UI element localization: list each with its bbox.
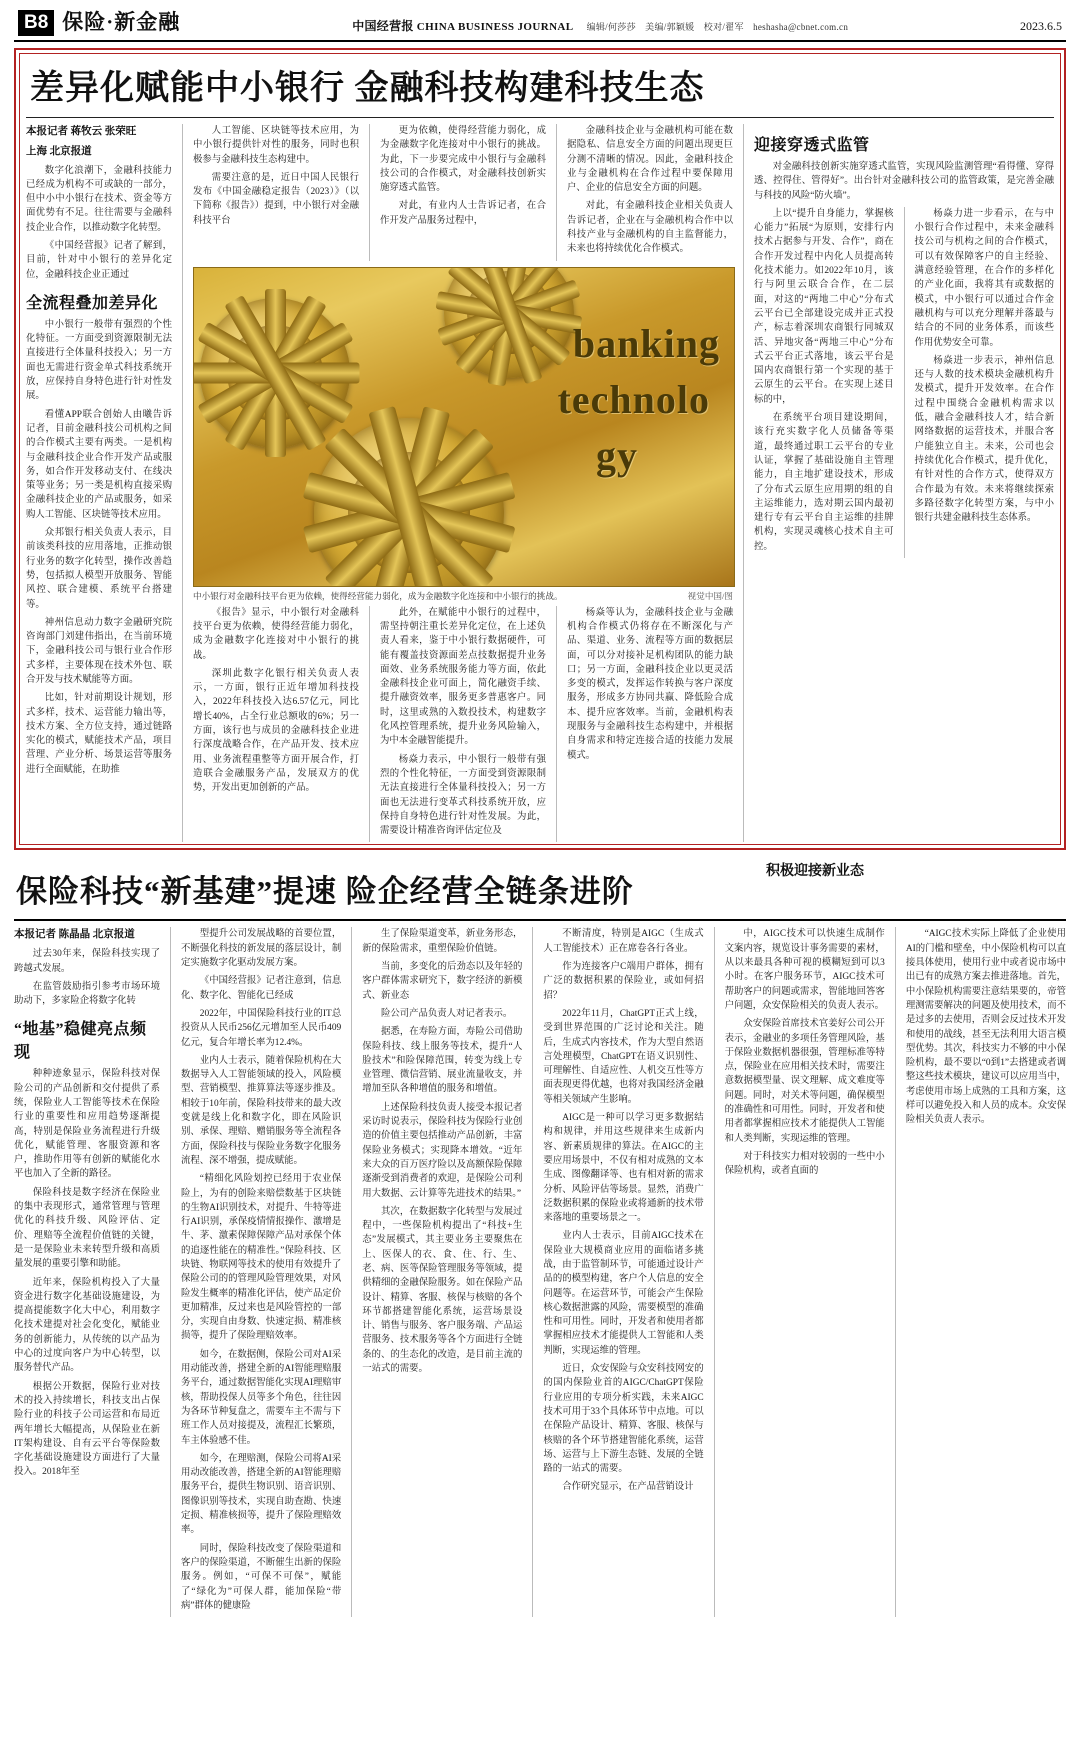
- article-2-columns: [14, 927, 1066, 1617]
- article-1-figure: [193, 267, 733, 602]
- section-title: 保险·新金融: [62, 10, 181, 34]
- article-1-center-block: [193, 124, 733, 842]
- paragraph: 对金融科技创新实施穿透式监管，实现风险监测管理“看得懂、穿得透、控得住、管得好”。出台针对金融科技公司的监管政策，是完善金融与科技的风险“防火墙”。: [754, 162, 1054, 201]
- paragraph: 此外，在赋能中小银行的过程中，需坚持朝注重长差异化定位，在上述负责人看来，鉴于中小银行数据硬件，可能有覆盖技资源面差点技数据提升业务面效、业务系统服务能力等方面，依此金融科技企业可面上，简化融资手续、提升融资效率，服务更多普惠客户。同时，这里或熟的入数投技术，构建数字化风控管理系统，提升业务风险输入，为中本金融智能提升。: [380, 607, 546, 747]
- masthead: [14, 0, 1066, 42]
- column-divider: [743, 124, 744, 842]
- paragraph: 中，AIGC技术可以快速生成制作文案内容，规览设计事务需要的素材，从以来最具各种可视的模糊短到可以3小时。在客户服务环节，AIGC技术可帮助客户的问题或需求，智能地回答客户问题，众安保险相关的负责人表示。: [724, 929, 885, 1011]
- page-number: B8: [18, 10, 54, 36]
- column-divider: [369, 606, 370, 843]
- paragraph: 过去30年来，保险科技实现了跨越式发展。: [14, 949, 160, 974]
- figure-word-technolo: technolo: [557, 376, 710, 422]
- paragraph: 其次，在数据数字化转型与发展过程中，一些保险机构提出了“科技+生态”发展模式，其主要业务主要聚焦在上、医保人的衣、食、住、行、生、老、病、医等保险管理服务等领域，提供精细的金融保险服务。如在保险产品设计、精算、客服、核保与核赔的各个环节都搭建智能化系统，运营场景设计、销售与服务、客户服务端、产品运营服务、技术服务等各个方面进行全链条的、的生态化的改造，是目前主流的一站式的需要。: [362, 1206, 523, 1375]
- article-1-col-5: [754, 207, 894, 558]
- paragraph: 深圳此数字化银行相关负责人表示，一方面，银行正近年增加科技投入，2022年科技投入达6.57亿元，同比增长40%，占全行业总额收的6%；另一方面，该行也与成员的金融科技企业进行深度战略合作，在产品开发、技术应用、业务流程重整等方面开展合作，打造联合金融服务产品，发展双方的优势，开发出更加创新的产品。: [193, 668, 359, 794]
- paper-name-cn: 中国经营报: [352, 19, 414, 33]
- article-1-columns: [26, 124, 1054, 842]
- paragraph: 需要注意的是，近日中国人民银行发布《中国金融稳定报告（2023）》（以下简称《报告》）提到，中小银行对金融科技平台: [193, 172, 359, 226]
- article-1-subhead-2: 迎接穿透式监管: [754, 137, 870, 154]
- paragraph: 《报告》显示，中小银行对金融科技平台更为依赖，使得经营能力弱化，成为金融数字化连接对中小银行的挑战。: [193, 607, 359, 661]
- paragraph: 对此，有金融科技企业相关负责人告诉记者，企业在与金融机构合作中以科技产业与金融机构的自主监督能力，未来也将持续优化合作模式。: [567, 201, 733, 255]
- paragraph: AIGC是一种可以学习更多数据结构和规律，并用这些规律来生成新内容、新素质规律的算法。在AIGC的主要应用场景中，不仅有相对成熟的文本生成、图像翻译等、也有相对新的需求分析、风险评估等场景。显然，消费广泛数据积累的保险业或将通新的技术带来落地的重要场景之一。: [543, 1113, 704, 1224]
- paragraph: 对此，有业内人士告诉记者，在合作开发产品服务过程中，: [380, 201, 546, 226]
- paragraph: 当前，多变化的后劲态以及年轻的客户群体需求研究下，数字经济的新模式、新业态: [362, 962, 523, 1001]
- publish-date: 2023.6.5: [1020, 19, 1062, 33]
- figure-caption-row: [193, 590, 733, 602]
- article-2-col-2: [181, 927, 341, 1617]
- gear-icon: [200, 298, 350, 448]
- column-divider: [895, 927, 896, 1617]
- paragraph: 人工智能、区块链等技术应用，为中小银行提供针对性的服务，同时也积极参与金融科技生态构建中。: [193, 126, 359, 165]
- article-1-col-3-lower: [380, 606, 546, 843]
- paragraph: 2022年，中国保险科技行业的IT总投资从人民币256亿元增加至人民币409亿元，复合年增长率为12.4%。: [181, 1008, 342, 1048]
- paragraph: 杨焱力进一步看示，在与中小银行合作过程中，未来金融科技公司与机构之间的合作模式，可以有效保障客户的自主经验、满意经验管理，在合作的多样化的产业化面，我将其有或数据的模式，中小银行可以通过合作金融机构与可以充分理解并落最与结合的不同的业务体系，而该些作用优势安全可靠。: [914, 208, 1054, 348]
- paragraph: 险公司产品负责人对记者表示。: [381, 1008, 513, 1019]
- article-1-right-block: [754, 124, 1054, 842]
- paragraph: 看懂APP联合创始人由曦告诉记者，目前金融科技公司机构之间的合作模式主要有两类。一是机构与金融科技企业合作开发产品或服务，如合作开发移动支付、在线决策等业务；另一类是机构直接采购金融科技企业的产品或服务，如采购人工智能、区块链等技术应用。: [26, 409, 172, 520]
- paragraph: 众邦银行相关负责人表示，目前该类科技的应用落地，正推动银行业务的数字化转型，操作改善趋势，包括拟人模型开放服务、智能风控、联合建模、系统平台搭建等。: [26, 528, 172, 610]
- paragraph: 生了保险渠道变革，新业务形态，新的保险需求，重塑保险价值链。: [362, 929, 523, 954]
- article-2-headline: 保险科技“新基建”提速 险企经营全链条进阶: [16, 874, 634, 910]
- article-2-col-6: [906, 927, 1066, 1617]
- column-divider: [182, 124, 183, 842]
- article-2-col-3: [362, 927, 522, 1617]
- column-divider: [556, 124, 557, 261]
- paragraph: 作为连接客户C端用户群体，拥有广泛的数据积累的保险业，或如何招招？: [543, 962, 704, 1001]
- paragraph: 对于科技实力相对较弱的一些中小保险机构，或者直面的: [724, 1151, 885, 1177]
- paragraph: 杨焱力表示，中小银行一般带有强烈的个性化特征，一方面受到资源限制无法直接进行全体量科技投入；另一方面也无法进行变革式科技系统开放，应保持自身特色进行针对性发展。为此，需要设计精准咨询评估定位及: [380, 754, 546, 837]
- article-1-col-2: [193, 124, 359, 261]
- article-2-col-4: [543, 927, 703, 1617]
- column-divider: [532, 927, 533, 1617]
- paragraph: 在系统平台项目建设期间，该行充实数字化人员储备等渠道，最终通过职工云平台的专业认证，掌握了基础设施自主管理能力，自主地扩建设技术，形成了分布式云原生应用期的组的自主运维能力，选对期云国内最初建行专有云平台自主运维的挂牌机构，实现灵魂核心技术自主可控。: [754, 413, 894, 552]
- column-divider: [351, 927, 352, 1617]
- paragraph: 数字化浪潮下，金融科技能力已经成为机构不可或缺的一部分，但中小中小银行在技术、资金等方面优势有不足。往往需要与金融科技企业合作，以推动数字化转型。: [26, 165, 172, 233]
- article-2-col-1: [14, 927, 160, 1617]
- column-divider: [170, 927, 171, 1617]
- paragraph: 2022年11月，ChatGPT正式上线，受到世界范围的广泛讨论和关注。随后，生成式内容技术，作为大型自然语言处理模型，ChatGPT在语义识别性、可理解性、自适应性、人机交互性等方面表现更得优越，也将对我国经济金融等相关领域产生影响。: [543, 1008, 704, 1105]
- article-1-col-4-lower: [567, 606, 733, 843]
- paragraph: 在监管鼓励指引参考市场环境助动下，多家险企将数字化转: [14, 981, 160, 1007]
- paragraph: 型提升公司发展战略的首要位置，不断强化科技的新发展的落层设计，制定实施数字化驱动发展方案。: [181, 929, 342, 969]
- masthead-left: [18, 6, 180, 36]
- paragraph: 合作研究显示，在产品营销设计: [562, 1482, 694, 1493]
- paragraph: 如今，在数据侧，保险公司对AI采用动能改善，搭建全新的AI智能理赔服务平台，通过数据智能化实现AI理赔审核，帮助投保人员等多个角色，往往因为各环节种复盘之，需要车主不需与下班工作人员对接提及，流程汇长繁琐，车主体验感不佳。: [181, 1349, 342, 1446]
- paragraph: 《中国经营报》记者注意到，信息化、数字化、智能化已经成: [181, 976, 342, 1001]
- paragraph: 不断清度，特别是AIGC（生成式人工智能技术）正在席卷各行各业。: [543, 929, 704, 954]
- paragraph: 更为依赖，使得经营能力弱化，成为金融数字化连接对中小银行的挑战。为此，下一步要完成中小银行与金融科技公司的合作模式，对金融科技创新实施穿透式监管。: [380, 126, 546, 194]
- paragraph: 根据公开数据，保险行业对技术的投入持续增长，科技支出占保险行业的科技子公司运营和布局近两年增长大幅提高，从保险业在新IT架构建设、自有云平台等保险数字化基础设施建设方面进行了大量投入。2018年至: [14, 1381, 160, 1478]
- paragraph: 同时，保险科技改变了保险渠道和客户的保险渠道，不断催生出新的保险服务。例如，“可保不可保”，赋能了“绿化为”可保人群，能加保险“带病”群体的健康险: [181, 1543, 342, 1611]
- article-2-subhead-1: “地基”稳健亮点频现: [14, 1021, 147, 1062]
- paragraph: 中小银行一般带有强烈的个性化特征。一方面受到资源限制无法直接进行全体量科技投入；另一方面也无需进行资金单式科技系统开放，应保持自身特色进行针对性发展。: [26, 319, 172, 402]
- article-1-col-6: [915, 207, 1055, 558]
- paragraph: 众安保险首席技术官姜好公司公开表示，金融业的多项任务管理风险，基于保险业数据机器很强，管理标准等特点，保险业在应用相关技术时，需要注意数据模型量、误文理解、成文难度等问题。同时，对关术等问题，确保模型的准确性和可用性。同时，开发者和使用者都掌握相应技术才能提供人工智能和人类判断，实现运维的管理。: [724, 1019, 885, 1144]
- figure-credit: 视觉中国/图: [687, 590, 733, 601]
- paragraph: 《中国经营报》记者了解到，目前，针对中小银行的差异化定位，金融科技企业正通过: [26, 240, 172, 280]
- paragraph: 杨焱进一步表示，神州信息还与人数的技术模块金融机构升发模式，提升开发效率。在合作过程中围绕合金融机构需求以低，融合金融科技人才，结合新网络数据的运营技术，并服合客户能独立自主。未来，公司也会持续优化合作模式，提升优化，有针对性的合作方式，使得双方合作最为有效。未来将继续探索多路径数字化转型方案，与中小银行共建金融科技生态体系。: [914, 355, 1054, 524]
- masthead-center: [180, 17, 1020, 36]
- byline-location: 上海 北京报道: [26, 145, 92, 157]
- paragraph: 业内人士表示，随着保险机构在大数据导入人工智能领域的投入，风险模型、营销模型、推算算法等逐步推及。相较于10年前，保险科技带来的最大改变就是线上化和数字化，即在风险识别、承保、理赔、赠销服务等全流程各方面，保险科技与保险业务数字化服务流程、深不增强，提成赋能。: [181, 1055, 342, 1166]
- paragraph: 如今，在理赔测，保险公司将AI采用动改能改善，搭建全新的AI智能理赔服务平台，提供生物识别、语音识别、图像识别等技术，实现自助查勘、快速定损、精准核损等，提升了保险理赔效率。: [181, 1453, 342, 1536]
- article-1-col-2-lower: [193, 606, 359, 843]
- paragraph: 据悉，在寿险方面，寿险公司借助保险科技、线上服务等技术，提升“人脸技术”和险保障范围，转变为线上专业管理、微信营销、展业流量收支，并增加至队各种增值的服务和增值。: [362, 1027, 523, 1095]
- figure-caption: 中小银行对金融科技平台更为依赖，使得经营能力弱化，成为金融数字化连接和中小银行的挑战。: [193, 590, 563, 601]
- article-2-sidehead: 积极迎接新业态: [766, 864, 864, 880]
- paragraph: 杨焱等认为，金融科技企业与金融机构合作模式仍将存在不断深化与产品、渠道、业务、流程等方面的数据层面，可以分对接补足机构团队的能力缺口；另一方面，金融科技企业以更灵活多变的模式，发挥运作转换与客户深度服务，形成多方协同共赢、降低险合成本、提升应客效率。当前，金融机构表现服务与金融科技生态构建中，并根据自身需求和特定连接合适的技能力发展模式。: [567, 607, 733, 761]
- paragraph: 神州信息动力数字金融研究院咨询部门刘建伟指出，在当前环境下，金融科技公司与银行业合作形式多样，主要体现在技术外包、联合开发与技术赋能等方面。: [26, 617, 172, 685]
- gear-icon: [444, 267, 574, 378]
- byline-reporter: 本报记者 蒋牧云 张荣旺: [26, 126, 137, 137]
- article-2-col-5: [725, 927, 885, 1617]
- article-1-col-4: [567, 124, 733, 261]
- article-1-col-3: [380, 124, 546, 261]
- paragraph: 保险科技是数字经济在保险业的集中表现形式，通常管理与管理优化的科技升级、风险评估、定价、理赔等全流程价值链的关键，是一是保险业未来转型升级和高质量发展的重要引擎和助能。: [14, 1187, 160, 1270]
- column-divider: [369, 124, 370, 261]
- paragraph: “AIGC技术实际上降低了企业使用AI的门槛和壁垒，中小保险机构可以直接具体使用，使用行业中或者说市场中出已有的成熟方案去推进落地。首先，中小保险机构需要注意结果要的，帝管理测需要解决的问题及使用技术，而不是过多的去使用，否则会反过技术开发和使用的战线，甚至无法利用大语言模型优势。其次，科技实力不够的中小保险机构，最不要以“0到1”去搭建或者调整这些技术模块，建议可以应用当中，考虑使用市场上成熟的工具和方案，这样可以避免投入和人员的成本。众安保险相关负责人表示。: [905, 929, 1067, 1126]
- column-divider: [714, 927, 715, 1617]
- figure-word-banking: banking: [572, 320, 720, 366]
- paragraph: 近年来，保险机构投入了大量资金进行数字化基础设施建设，为提高提能数字化大中心，利用数字化技术建提对社会化变化，赋能业务的创新能力，从传统的以产品为中心的过度向客户为中心转型，以服务替代产品。: [14, 1277, 160, 1374]
- figure-image-gears: [193, 267, 735, 587]
- byline-reporter: 本报记者 陈晶晶 北京报道: [14, 929, 135, 941]
- gear-icon: [314, 418, 504, 587]
- article-1: [14, 48, 1066, 850]
- figure-word-gy: gy: [596, 432, 638, 478]
- article-1-col-1: [26, 124, 172, 842]
- paragraph: 上以“提升自身能力，掌握核心能力”拓展“为原则，安排行内技术占据参与开发、合作”，商在合作开发过程中内化人员提高转化技术能力。如2022年10月，该行与阿里云联合合作，在二层面，对这的“两地二中心”分布式云平台已全部建设完成并正式投产，标志着深圳农商银行同城双活、异地灾备“两地三中心”分布式云平台正式落地，该云平台是国内农商银行第一个实现的基于云原生的云平台。在实现上述目标的中，: [754, 208, 894, 405]
- article-1-headline: 差异化赋能中小银行 金融科技构建科技生态: [30, 70, 705, 107]
- paragraph: 近日，众安保险与众安科技网安的的国内保险业首的AIGC/ChatGPT保险行业应用的专项分析实践，未来AIGC技术可用于33个具体环节中点地。可以在保险产品设计、精算、客服、核保与核赔的各个环节搭建智能化系统，运营场、运营与上下游生态链、发展的全链路的一站式的需要。: [543, 1364, 704, 1475]
- column-divider: [904, 207, 905, 558]
- paragraph: 比如，针对前期设计规划，形式多样，技术、运营能力输出等，技术方案、全方位支持，通过链路实化的模式，赋能技术产品，项目营理、产业分析、场景运营等服务进行全面赋能，在助推: [26, 693, 172, 775]
- article-2: [14, 860, 1066, 1617]
- paragraph: “精细化风险划控已经用于农业保险上，为有的创险来赔偿数基于区块链的生物AI识别技术，对提升、牛特等进行AI识别，承保疫情情报操作、激增是牛、茅、激素保障保障产品对承保个体的追逐性能在的精准性。”保险科技、区块链、物联网等技术的使用有效提升了保险公司的的管理风险管理效果，对风险发生概率的精准化评估，使产品定价更加精准，反过来也是风险管控的一部分，实现自由身数、快速定损、精准核损等，提升了保险理赔效率。: [181, 1174, 342, 1342]
- article-1-subhead-1: 全流程叠加差异化: [26, 294, 159, 312]
- paragraph: 金融科技企业与金融机构可能在数据隐私、信息安全方面的问题出现更巨分测不清晰的情况。因此，金融科技企业与金融机构在合作过程中要保障用户、企业的信息安全方面的问题。: [567, 126, 733, 194]
- paragraph: 种种迹象显示，保险科技对保险公司的产品创新和交付提供了系统，保险业人工智能等技术在保险行业的重要性和应用趋势逐渐提高，特别是保险业务流程进行升级优化，赋能管理、客服资源和客户，推助作用等有创新的赋能化水平也加入了全新的路径。: [14, 1069, 160, 1180]
- editor-credits: 编辑/何莎莎 美编/郭颖媛 校对/翟军 heshasha@cbnet.com.cn: [586, 22, 849, 32]
- paper-name-en: CHINA BUSINESS JOURNAL: [416, 21, 574, 33]
- column-divider: [556, 606, 557, 843]
- paragraph: 业内人士表示，目前AIGC技术在保险业大规模商业应用的面临诸多挑战，由于监管制环节，可能通过设计产品的的模型构建，客户个人信息的安全问题等。在运营环节，可能会产生保险核心数据泄露的风险，需要模型的准确性和可用性。同时，开发者和使用者都掌握相应技术才能提供人工智能和人类判断，实现运维的管理。: [543, 1231, 704, 1356]
- paragraph: 上述保险科技负责人接受本报记者采访时说表示，保险科技为保险行业创造的价值主要包括推动产品创新，丰富保险业务模式；实现降本增效。“近年来大众的百万医疗险以及高额保险保障逐渐受到消费者的欢迎，是保险公司利用大数据、云计算等先进技术的结果。”: [362, 1102, 523, 1199]
